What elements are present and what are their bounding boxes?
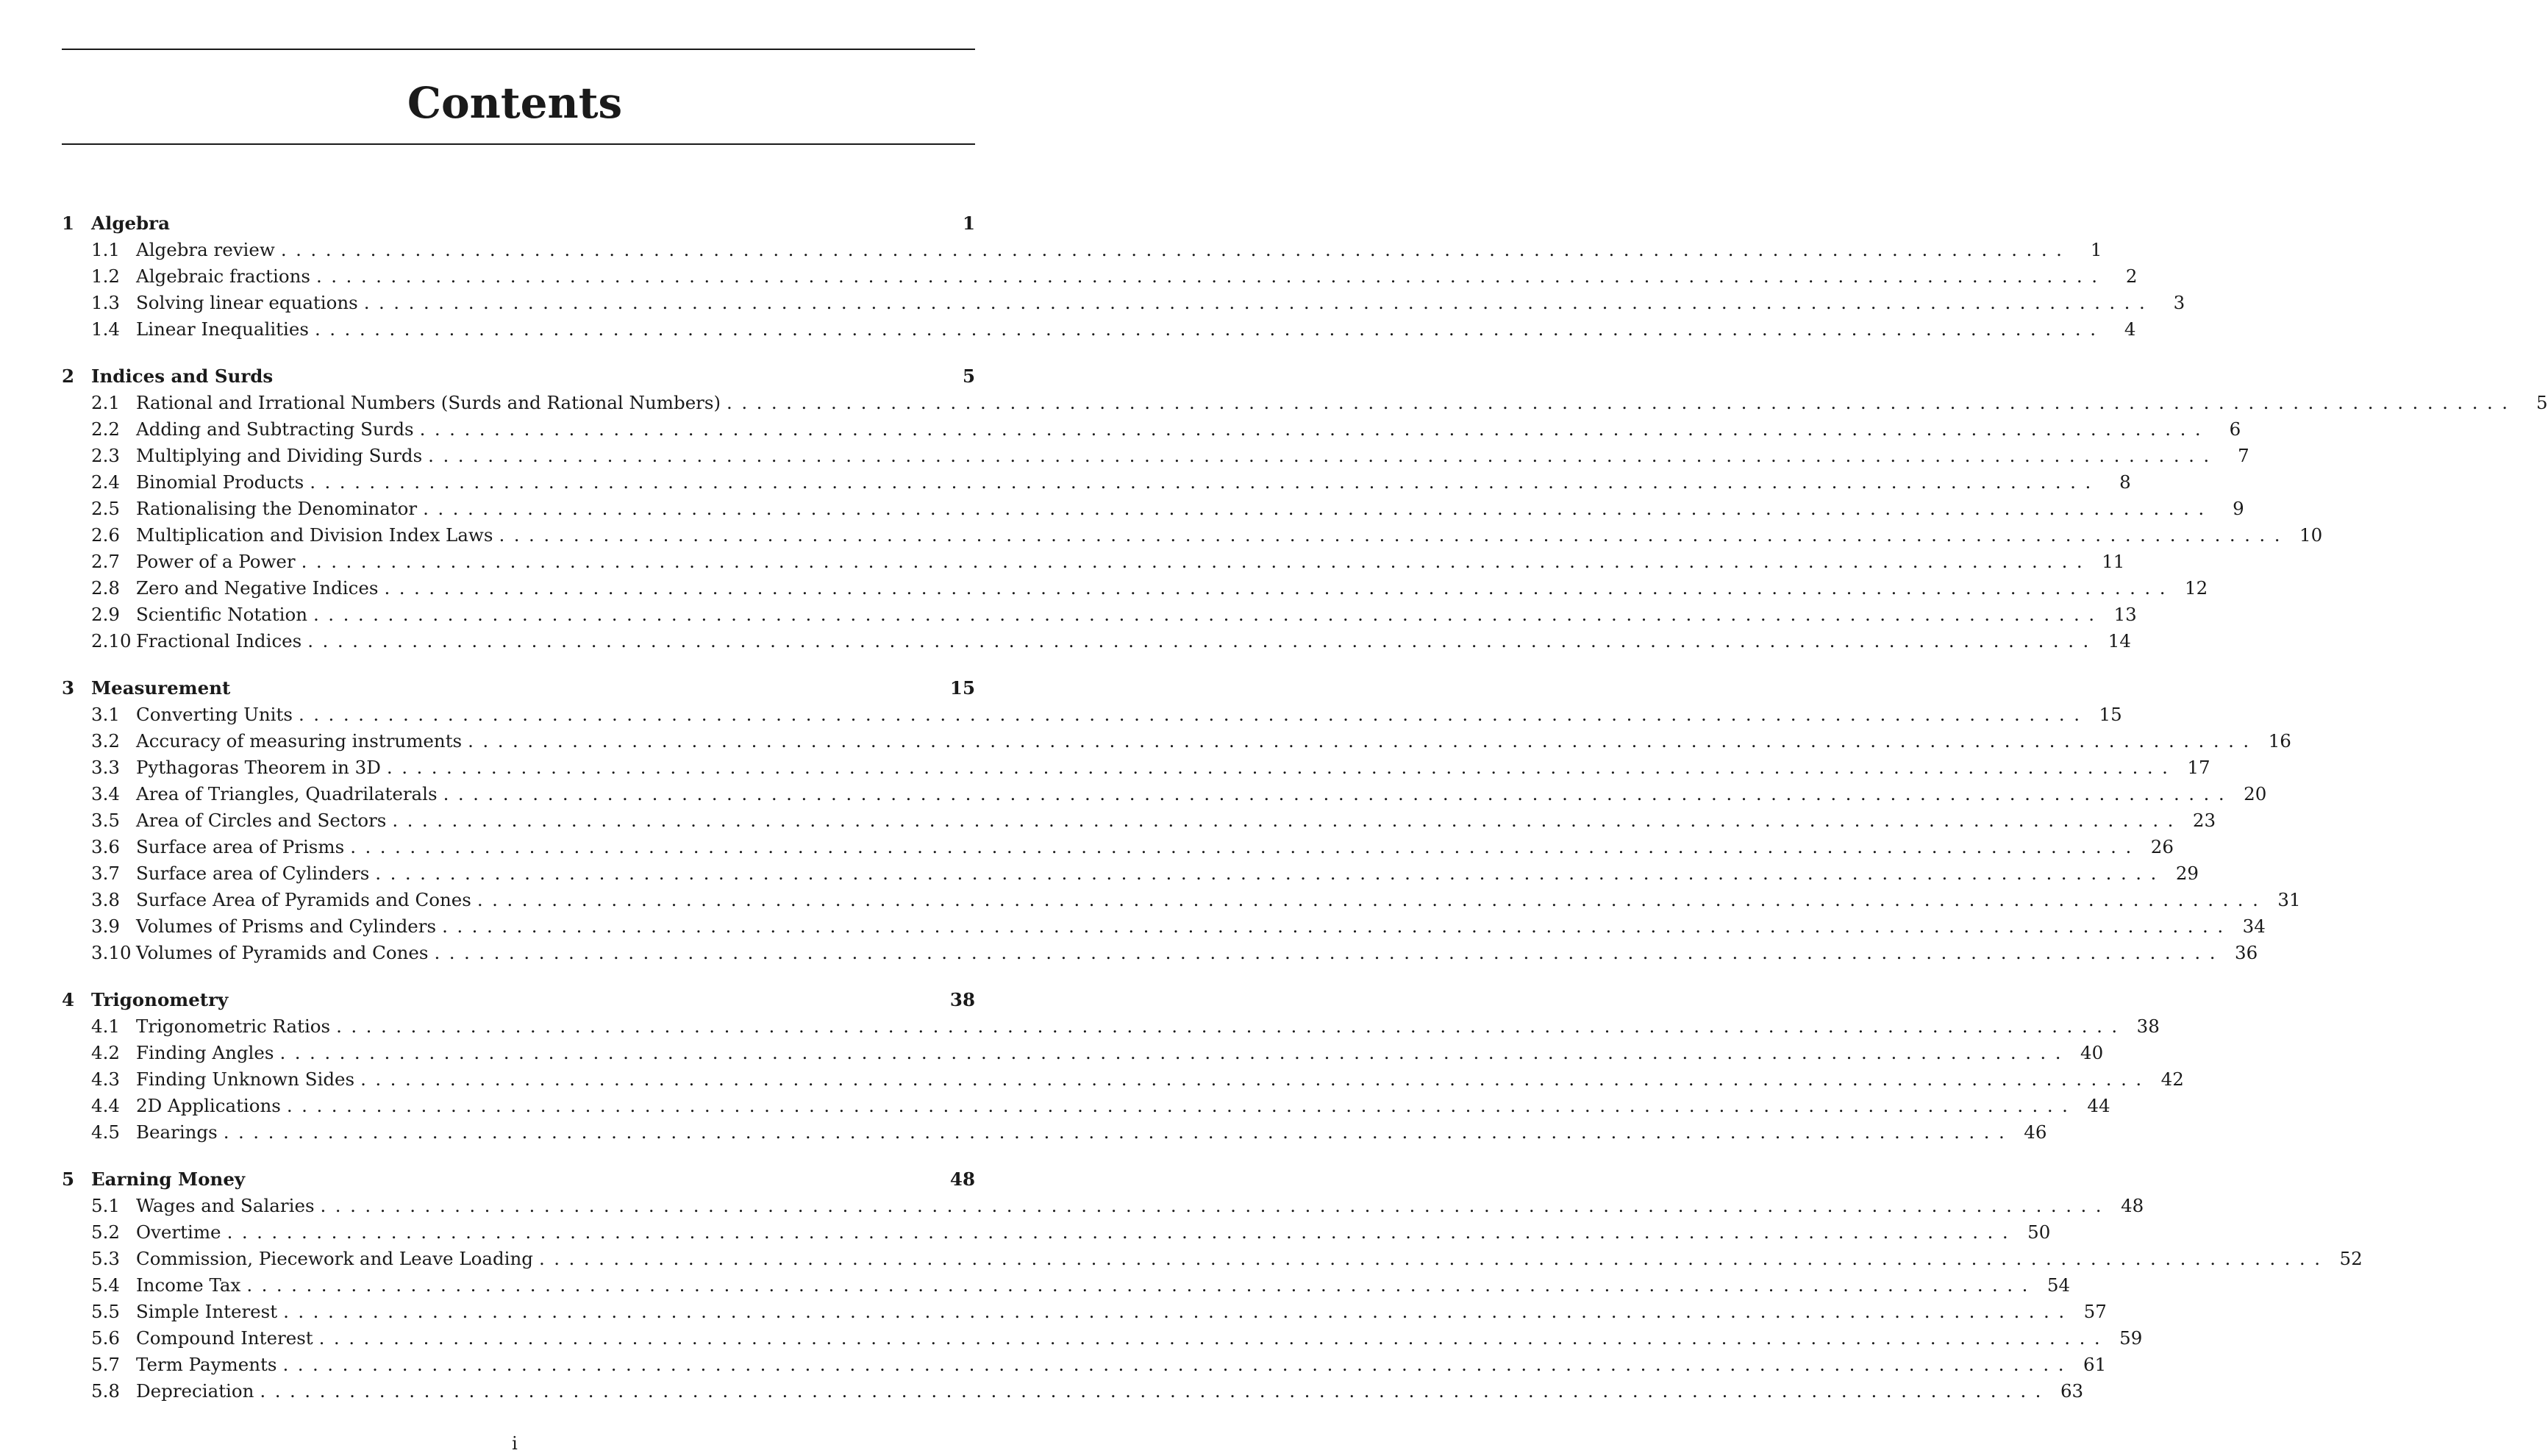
- section-title: Zero and Negative Indices: [136, 577, 379, 599]
- dot-leader: ........................................................................................................................: [307, 630, 2098, 652]
- section-title: Accuracy of measuring instruments: [136, 730, 463, 752]
- section-entry[interactable]: [62, 390, 2548, 416]
- section-page-number: 31: [2277, 889, 2301, 910]
- section-title: Wages and Salaries: [136, 1195, 315, 1216]
- section-page-number: 1: [2090, 239, 2102, 260]
- section-entry[interactable]: [62, 1066, 2184, 1093]
- section-number: 3.9: [91, 916, 120, 937]
- section-number: 5.8: [91, 1380, 120, 1402]
- section-number: 3.8: [91, 889, 120, 910]
- section-page-number: 29: [2175, 863, 2199, 884]
- chapter-entry[interactable]: [62, 987, 975, 1013]
- section-entry[interactable]: [62, 754, 2210, 781]
- section-number: 4.4: [91, 1095, 120, 1116]
- section-entry[interactable]: [62, 887, 2301, 913]
- section-number: 1.3: [91, 292, 120, 313]
- section-page-number: 34: [2242, 916, 2266, 937]
- section-title: Algebraic fractions: [136, 265, 310, 287]
- section-title: Power of a Power: [136, 551, 296, 572]
- toc-chapter: [62, 210, 2185, 343]
- section-page-number: 40: [2080, 1042, 2104, 1063]
- dot-leader: ........................................................................................................................: [375, 863, 2166, 884]
- section-number: 2.2: [91, 418, 120, 440]
- dot-leader: ........................................................................................................................: [428, 445, 2219, 466]
- section-page-number: 52: [2339, 1248, 2363, 1269]
- dot-leader: ........................................................................................................................: [442, 916, 2233, 937]
- section-title: Algebra review: [136, 239, 275, 260]
- dot-leader: ........................................................................................................................: [320, 1195, 2111, 1216]
- section-page-number: 48: [2121, 1195, 2144, 1216]
- dot-leader: ........................................................................................................................: [350, 836, 2141, 857]
- chapter-page-number: 5: [962, 365, 975, 387]
- section-entry[interactable]: [62, 781, 2267, 807]
- dot-leader: ........................................................................................................................: [727, 392, 2517, 413]
- section-page-number: 59: [2119, 1327, 2143, 1349]
- section-number: 3.7: [91, 863, 120, 884]
- section-number: 2.7: [91, 551, 120, 572]
- section-number: 2.1: [91, 392, 120, 413]
- section-page-number: 17: [2187, 757, 2210, 778]
- chapter-entry[interactable]: [62, 363, 975, 390]
- dot-leader: ........................................................................................................................: [279, 1042, 2070, 1063]
- section-number: 3.10: [91, 942, 132, 963]
- section-entry[interactable]: [62, 416, 2241, 443]
- section-page-number: 63: [2060, 1380, 2084, 1402]
- section-page-number: 7: [2238, 445, 2249, 466]
- section-title: Finding Angles: [136, 1042, 274, 1063]
- chapter-title: Trigonometry: [91, 989, 229, 1010]
- dot-leader: ........................................................................................................................: [286, 1095, 2077, 1116]
- section-title: Converting Units: [136, 704, 293, 725]
- dot-leader: ........................................................................................................................: [283, 1301, 2074, 1322]
- section-number: 1.2: [91, 265, 120, 287]
- dot-leader: ........................................................................................................................: [246, 1274, 2037, 1296]
- section-entry[interactable]: [62, 702, 2122, 728]
- dot-leader: ........................................................................................................................: [315, 265, 2107, 287]
- section-page-number: 9: [2233, 498, 2244, 519]
- section-title: Scientific Notation: [136, 604, 308, 625]
- section-page-number: 4: [2124, 318, 2136, 340]
- section-number: 5.1: [91, 1195, 120, 1216]
- dot-leader: ........................................................................................................................: [310, 471, 2100, 493]
- chapter-title: Algebra: [91, 213, 170, 234]
- section-number: 1.4: [91, 318, 120, 340]
- chapter-page-number: 38: [949, 989, 975, 1010]
- section-page-number: 50: [2027, 1221, 2051, 1243]
- toc-chapter: [62, 987, 2184, 1146]
- section-page-number: 23: [2192, 810, 2216, 831]
- section-number: 5.6: [91, 1327, 120, 1349]
- section-title: Surface area of Cylinders: [136, 863, 370, 884]
- section-entry[interactable]: [62, 1013, 2160, 1040]
- section-title: Binomial Products: [136, 471, 304, 493]
- table-of-contents: [62, 210, 2548, 1425]
- section-number: 5.5: [91, 1301, 120, 1322]
- section-entry[interactable]: [62, 290, 2185, 316]
- section-title: Solving linear equations: [136, 292, 358, 313]
- toc-chapter: [62, 1166, 2363, 1405]
- section-number: 1.1: [91, 239, 120, 260]
- section-entry[interactable]: [62, 940, 2258, 966]
- section-entry[interactable]: [62, 575, 2208, 602]
- section-number: 3.2: [91, 730, 120, 752]
- section-page-number: 26: [2150, 836, 2174, 857]
- section-entry[interactable]: [62, 469, 2131, 496]
- dot-leader: ........................................................................................................................: [226, 1221, 2018, 1243]
- section-page-number: 16: [2268, 730, 2291, 752]
- dot-leader: ........................................................................................................................: [434, 942, 2225, 963]
- chapter-entry[interactable]: [62, 210, 975, 237]
- section-entry[interactable]: [62, 1378, 2084, 1405]
- section-entry[interactable]: [62, 602, 2137, 628]
- section-entry[interactable]: [62, 728, 2291, 754]
- section-number: 4.5: [91, 1121, 120, 1143]
- section-number: 2.4: [91, 471, 120, 493]
- section-number: 5.3: [91, 1248, 120, 1269]
- section-entry[interactable]: [62, 1325, 2143, 1352]
- dot-leader: ........................................................................................................................: [282, 1354, 2073, 1375]
- section-page-number: 57: [2083, 1301, 2107, 1322]
- chapter-number: 1: [62, 213, 75, 234]
- section-title: Bearings: [136, 1121, 218, 1143]
- section-number: 5.2: [91, 1221, 120, 1243]
- section-title: Depreciation: [136, 1380, 254, 1402]
- section-page-number: 46: [2024, 1121, 2047, 1143]
- section-number: 2.5: [91, 498, 120, 519]
- dot-leader: ........................................................................................................................: [392, 810, 2183, 831]
- dot-leader: ........................................................................................................................: [443, 783, 2234, 804]
- section-page-number: 12: [2184, 577, 2208, 599]
- section-page-number: 54: [2046, 1274, 2071, 1296]
- section-entry[interactable]: [62, 263, 2138, 290]
- section-page-number: 8: [2119, 471, 2131, 493]
- section-title: Area of Triangles, Quadrilaterals: [136, 783, 438, 804]
- section-number: 3.1: [91, 704, 120, 725]
- dot-leader: ........................................................................................................................: [386, 757, 2177, 778]
- section-entry[interactable]: [62, 628, 2131, 654]
- section-title: Linear Inequalities: [136, 318, 309, 340]
- section-number: 3.6: [91, 836, 120, 857]
- section-number: 3.5: [91, 810, 120, 831]
- chapter-entry[interactable]: [62, 1166, 975, 1193]
- section-title: Finding Unknown Sides: [136, 1068, 355, 1090]
- section-entry[interactable]: [62, 1193, 2144, 1219]
- section-page-number: 42: [2160, 1068, 2184, 1090]
- section-number: 2.9: [91, 604, 120, 625]
- section-title: Volumes of Pyramids and Cones: [136, 942, 429, 963]
- section-page-number: 11: [2102, 551, 2125, 572]
- section-title: Trigonometric Ratios: [136, 1016, 331, 1037]
- section-title: Simple Interest: [136, 1301, 278, 1322]
- section-title: Compound Interest: [136, 1327, 313, 1349]
- chapter-entry[interactable]: [62, 675, 975, 702]
- section-entry[interactable]: [62, 316, 2136, 343]
- chapter-page-number: 48: [949, 1168, 975, 1190]
- section-number: 2.10: [91, 630, 132, 652]
- dot-leader: ........................................................................................................................: [384, 577, 2174, 599]
- chapter-page-number: 1: [962, 213, 975, 234]
- page-title: Contents: [407, 78, 623, 128]
- page-number-footer: i: [512, 1433, 518, 1454]
- section-number: 2.6: [91, 524, 120, 546]
- chapter-title: Earning Money: [91, 1168, 246, 1190]
- section-page-number: 5: [2535, 392, 2548, 413]
- dot-leader: ........................................................................................................................: [313, 604, 2104, 625]
- top-rule: [62, 49, 975, 50]
- section-title: Pythagoras Theorem in 3D: [136, 757, 381, 778]
- section-number: 4.2: [91, 1042, 120, 1063]
- section-title: Rationalising the Denominator: [136, 498, 418, 519]
- section-entry[interactable]: [62, 1299, 2107, 1325]
- section-title: Income Tax: [136, 1274, 241, 1296]
- dot-leader: ........................................................................................................................: [260, 1380, 2050, 1402]
- section-title: Fractional Indices: [136, 630, 302, 652]
- dot-leader: ........................................................................................................................: [336, 1016, 2127, 1037]
- chapter-number: 2: [62, 365, 75, 387]
- section-page-number: 10: [2299, 524, 2323, 546]
- section-title: Rational and Irrational Numbers (Surds and Rational Numbers): [136, 392, 721, 413]
- chapter-page-number: 15: [949, 677, 975, 699]
- section-entry[interactable]: [62, 913, 2266, 940]
- chapter-number: 5: [62, 1168, 75, 1190]
- section-entry[interactable]: [62, 1219, 2051, 1246]
- section-entry[interactable]: [62, 1119, 2047, 1146]
- dot-leader: ........................................................................................................................: [363, 292, 2155, 313]
- section-number: 2.3: [91, 445, 120, 466]
- dot-leader: ........................................................................................................................: [499, 524, 2290, 546]
- section-title: Multiplication and Division Index Laws: [136, 524, 493, 546]
- chapter-number: 4: [62, 989, 75, 1010]
- section-number: 5.4: [91, 1274, 120, 1296]
- section-entry[interactable]: [62, 1246, 2363, 1272]
- section-title: Surface area of Prisms: [136, 836, 345, 857]
- section-page-number: 20: [2244, 783, 2267, 804]
- section-number: 4.1: [91, 1016, 120, 1037]
- section-page-number: 14: [2108, 630, 2131, 652]
- dot-leader: ........................................................................................................................: [477, 889, 2268, 910]
- section-title: Surface Area of Pyramids and Cones: [136, 889, 471, 910]
- section-number: 3.4: [91, 783, 120, 804]
- section-entry[interactable]: [62, 1272, 2071, 1299]
- section-entry[interactable]: [62, 237, 2102, 263]
- section-page-number: 6: [2229, 418, 2241, 440]
- section-page-number: 44: [2087, 1095, 2110, 1116]
- section-entry[interactable]: [62, 1093, 2110, 1119]
- section-page-number: 13: [2113, 604, 2137, 625]
- section-title: Volumes of Prisms and Cylinders: [136, 916, 437, 937]
- section-page-number: 36: [2235, 942, 2258, 963]
- dot-leader: ........................................................................................................................: [301, 551, 2092, 572]
- section-title: 2D Applications: [136, 1095, 281, 1116]
- section-page-number: 3: [2173, 292, 2185, 313]
- section-number: 5.7: [91, 1354, 120, 1375]
- section-entry[interactable]: [62, 496, 2244, 522]
- section-page-number: 2: [2125, 265, 2138, 287]
- section-entry[interactable]: [62, 522, 2323, 549]
- section-number: 4.3: [91, 1068, 120, 1090]
- dot-leader: ........................................................................................................................: [538, 1248, 2330, 1269]
- chapter-title: Indices and Surds: [91, 365, 274, 387]
- section-entry[interactable]: [62, 807, 2216, 834]
- dot-leader: ........................................................................................................................: [360, 1068, 2151, 1090]
- section-page-number: 38: [2136, 1016, 2160, 1037]
- section-entry[interactable]: [62, 860, 2199, 887]
- section-entry[interactable]: [62, 549, 2125, 575]
- dot-leader: ........................................................................................................................: [314, 318, 2105, 340]
- title-underline-rule: [62, 143, 975, 145]
- section-number: 2.8: [91, 577, 120, 599]
- dot-leader: ........................................................................................................................: [223, 1121, 2014, 1143]
- section-page-number: 61: [2083, 1354, 2107, 1375]
- section-page-number: 15: [2099, 704, 2122, 725]
- section-title: Area of Circles and Sectors: [136, 810, 387, 831]
- dot-leader: ........................................................................................................................: [298, 704, 2089, 725]
- section-entry[interactable]: [62, 443, 2249, 469]
- dot-leader: ........................................................................................................................: [419, 418, 2210, 440]
- section-entry[interactable]: [62, 1352, 2107, 1378]
- toc-chapter: [62, 675, 2301, 966]
- dot-leader: ........................................................................................................................: [318, 1327, 2110, 1349]
- chapter-title: Measurement: [91, 677, 231, 699]
- section-entry[interactable]: [62, 1040, 2104, 1066]
- chapter-number: 3: [62, 677, 75, 699]
- section-number: 3.3: [91, 757, 120, 778]
- section-title: Overtime: [136, 1221, 221, 1243]
- section-title: Term Payments: [136, 1354, 277, 1375]
- dot-leader: ........................................................................................................................: [468, 730, 2258, 752]
- section-entry[interactable]: [62, 834, 2174, 860]
- toc-chapter: [62, 363, 2548, 654]
- section-title: Adding and Subtracting Surds: [136, 418, 414, 440]
- section-title: Multiplying and Dividing Surds: [136, 445, 423, 466]
- dot-leader: ........................................................................................................................: [280, 239, 2071, 260]
- section-title: Commission, Piecework and Leave Loading: [136, 1248, 533, 1269]
- dot-leader: ........................................................................................................................: [423, 498, 2213, 519]
